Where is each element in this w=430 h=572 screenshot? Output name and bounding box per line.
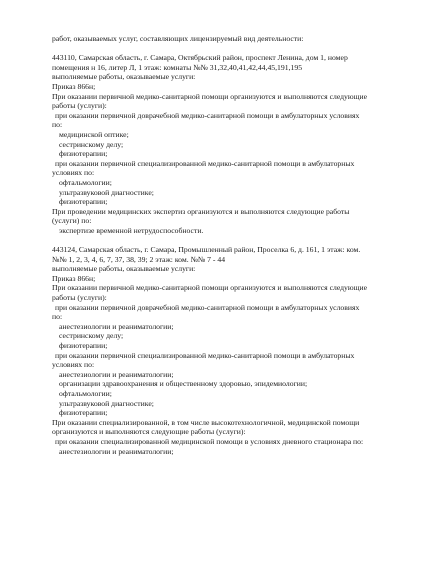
text-block bbox=[52, 34, 412, 44]
text-line: физиотерапии; bbox=[59, 341, 108, 350]
text-line: ультразвуковой диагностике; bbox=[59, 398, 154, 408]
text-line: организации здравоохранения и общественному здоровью, эпидемиологии; bbox=[59, 379, 308, 389]
text-line: условиях по: bbox=[52, 168, 95, 178]
text-line: анестезиологии и реаниматологии; bbox=[59, 369, 174, 379]
text-line: условиях по: bbox=[52, 360, 95, 370]
text-line: при оказании первичной специализированной медико-санитарной помощи в амбулаторных bbox=[55, 350, 355, 360]
text-line: анестезиологии и реаниматологии; bbox=[59, 446, 174, 456]
text-line: при оказании первичной доврачебной медико-санитарной помощи в амбулаторных условиях bbox=[55, 302, 360, 312]
text-line: при оказании первичной доврачебной медико-санитарной помощи в амбулаторных условиях bbox=[55, 110, 360, 120]
text-line: выполняемые работы, оказываемые услуги: bbox=[52, 264, 196, 274]
text-line: по: bbox=[52, 312, 63, 322]
text-line: При оказании первичной медико-санитарной помощи организуются и выполняются следующие bbox=[52, 283, 368, 293]
text-line: физиотерапии; bbox=[59, 149, 108, 159]
text-line: организуются и выполняются следующие работы (услуги): bbox=[52, 427, 246, 437]
text-line: при оказании первичной специализированной медико-санитарной помощи в амбулаторных bbox=[55, 158, 355, 168]
text-line: работы (услуги): bbox=[52, 293, 107, 303]
text-line: При проведении медицинских экспертиз организуются и выполняются следующие работы bbox=[52, 206, 350, 216]
text-line: работ, оказываемых услуг, составляющих лицензируемый вид деятельности: bbox=[52, 34, 304, 43]
text-line: При оказании специализированной, в том числе высокотехнологичной, медицинской помощи bbox=[52, 417, 360, 427]
text-line: выполняемые работы, оказываемые услуги: bbox=[52, 72, 196, 82]
text-line: при оказании специализированной медицинской помощи в условиях дневного стационара по: bbox=[55, 436, 364, 446]
text-line: медицинской оптике; bbox=[59, 129, 129, 139]
text-line: физиотерапии; bbox=[59, 408, 108, 418]
text-line: помещения н 16, литер Л, 1 этаж: комнаты №№ 31,32,40,41,42,44,45,191,195 bbox=[52, 62, 303, 72]
text-line: ультразвуковой диагностике; bbox=[59, 187, 154, 197]
paragraph-gap bbox=[52, 235, 412, 245]
text-line: по: bbox=[52, 120, 63, 130]
text-line: При оказании первичной медико-санитарной помощи организуются и выполняются следующие bbox=[52, 91, 368, 101]
text-line: физиотерапии; bbox=[59, 197, 108, 207]
text-line: сестринскому делу; bbox=[59, 331, 124, 341]
text-line: анестезиологии и реаниматологии; bbox=[59, 321, 174, 331]
text-line: офтальмологии; bbox=[59, 177, 112, 187]
text-line: №№ 1, 2, 3, 4, 6, 7, 37, 38, 39; 2 этаж: ком. №№ 7 - 44 bbox=[52, 254, 226, 264]
text-line: 443124, Самарская область, г. Самара, Промышленный район, Проселка 6, д. 161, 1 этаж: ком. bbox=[52, 245, 361, 255]
text-line: Приказ 866н; bbox=[52, 81, 96, 91]
text-block bbox=[52, 245, 412, 456]
text-line: работы (услуги): bbox=[52, 101, 107, 111]
text-line: сестринскому делу; bbox=[59, 139, 124, 149]
paragraph-gap bbox=[52, 44, 412, 54]
text-block bbox=[52, 53, 412, 235]
text-line: Приказ 866н; bbox=[52, 273, 96, 283]
text-line: 443110, Самарская область, г. Самара, Октябрьский район, проспект Ленина, дом 1, номер bbox=[52, 53, 348, 63]
text-line: офтальмологии; bbox=[59, 388, 112, 398]
text-line: экспертизе временной нетрудоспособности. bbox=[59, 225, 204, 235]
text-line: (услуги) по: bbox=[52, 216, 92, 226]
document-page bbox=[52, 34, 412, 456]
